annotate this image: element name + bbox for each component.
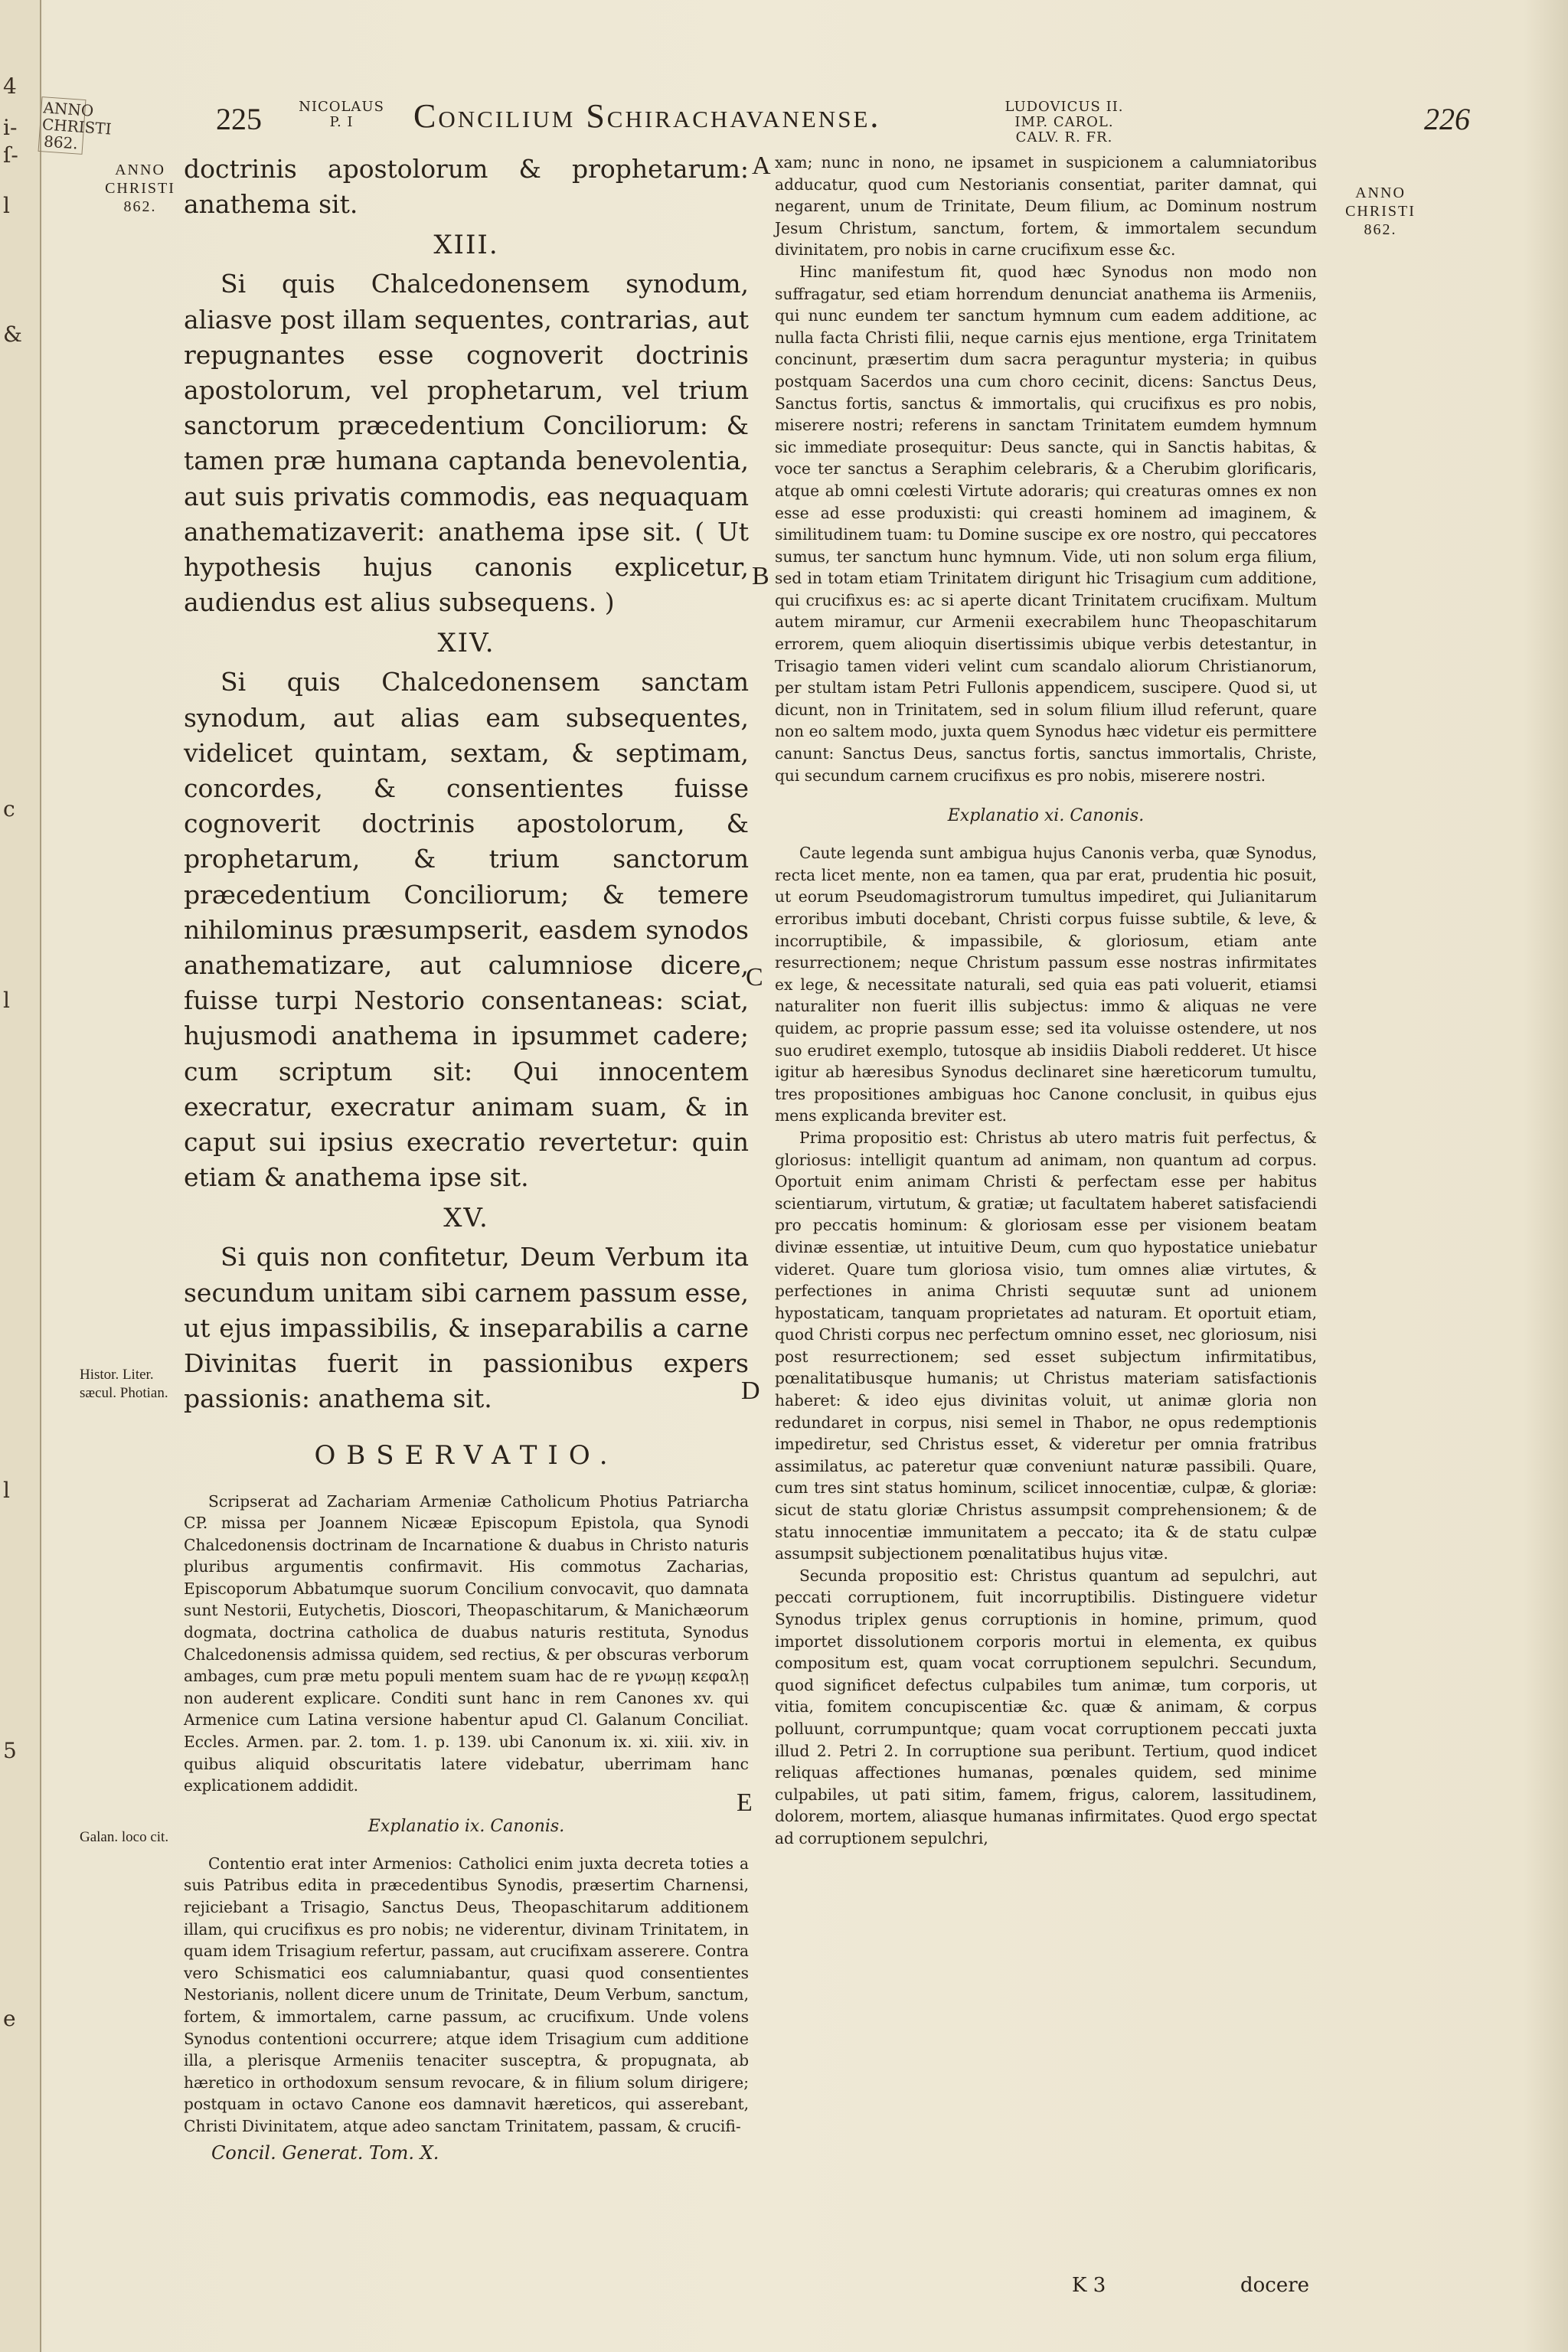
observatio-text: Scripserat ad Zachariam Armeniæ Catholicum Photius Patriarcha CP. missa per Joannem Nicææ Episcopum Epistola, qua Synodi Chalcedonensis doctrinam de Incarnatione & duabus in Christo naturis pluribus argumentis confirmavit. His commotus Zacharias, Episcoporum Abbatumque suorum Concilium convocavit, quo damnata sunt Nestorii, Eutychetis, Dioscori, Theopaschitarum, & Manichæorum dogmata, doctrina catholica de duabus naturis restituta, Synodus Chalcedonensis admissa quidem, sed rectius, & per obscuras verborum ambages, cum præ metu populi mentem suam hac de re γνωμῃ κεφαλῃ non auderent explicare. Conditi sunt hanc in rem Canones xv. qui Armenice cum Latina versione habentur apud Cl. Galanum Conciliat. Eccles. Armen. par. 2. tom. 1. p. 139. ubi Canonum ix. xi. xiii. xiv. in quibus aliquid obscuritatis latere videbatur, uberrimam hanc explicationem addidit. xyxy=(184,1491,749,1795)
commentary-paragraph: Secunda propositio est: Christus quantum ad sepulchri, aut peccati corruptionem, fuit incorruptibilis. Distinguere videtur Synodus triplex genus corruptionis in homine, primum, quod importet dissolutionem corporis mortui in elementa, ex quibus compositum est, quam vocat corruptionem sepulchri. Secundum, quod significet defectus culpabiles tum animæ, tum corporis, ut vitia, fomitem concupiscentiæ &c. quæ & animam, & corpus polluunt, corrumpuntque; quam vocat corruptionem peccati juxta illud 2. Petri 2. In corruptione sua peribunt. Tertium, quod indicet reliquas affectiones humanas, pœnales quidem, sed minime culpabiles, ut pati sitim, famem, frigus, calorem, lassitudinem, dolorem, mortem, aliasque humanas infirmitates. Quod ergo spectat ad corruptionem sepulchri, xyxy=(775,1566,1317,1847)
commentary-paragraph: Caute legenda sunt ambigua hujus Canonis verba, quæ Synodus, recta licet mente, non ea tamen, qua par erat, prudentia hic posuit, ut eorum Pseudomagistrorum tumultus impediret, qui Julianitarum erroribus imbuti docebant, Christi corpus fuisse subtile, & leve, & incorruptibile, & impassibile, & gloriosum, etiam ante resurrectionem; neque Christum passum esse nostras infirmitates ex lege, & necessitate naturali, sed quia eas pati voluerit, etiamsi naturaliter non fuerit illis subjectus: immo & aliquas ne vere quidem, ac proprie passum esse; sed ita voluisse ostendere, ut nos suo erudiret exemplo, tutosque ab insidiis Diaboli redderet. Ut hisce igitur ab hæresibus Synodus declinaret sine hæreticorum tumultu, tres propositiones ambiguas hoc Canone conclusit, in quibus ejus mens explicanda breviter est. xyxy=(775,844,1317,1125)
running-head-left: NICOLAUS P. I xyxy=(299,99,384,130)
anno-christi-right: ANNO CHRISTI 862. xyxy=(1345,185,1416,238)
canon-text: Si quis Chalcedonensem synodum, aliasve post illam sequentes, contrarias, aut repugnantes esse cognoverit doctrinis apostolorum, vel prophetarum, vel trium sanctorum præcedentium Conciliorum: & tamen præ humana captanda benevolentia, aut suis privatis commodis, eas nequaquam anathematizaverit: anathema ipse sit. ( Ut hypothesis hujus canonis explicetur, audiendus est alius subsequens. ) xyxy=(184,269,749,618)
commentary-paragraph: xam; nunc in nono, ne ipsamet in suspicionem a calumniatoribus adducatur, quod cum Nestorianis consentiat, pariter damnat, qui negarent, unum de Trinitate, Deum filium, ac Dominum nostrum Jesum Christum, sanctum, fortem, & immortalem secundum divinitatem, pro nobis in carne crucifixum esse &c. xyxy=(775,153,1317,260)
edge-glyph: 4 xyxy=(3,74,17,99)
canon-number: XV. xyxy=(443,1203,489,1234)
section-marker-a: A xyxy=(752,152,771,180)
canon-number: XIV. xyxy=(437,628,495,659)
edge-glyph: l xyxy=(3,1478,10,1503)
canon-number: XIII. xyxy=(433,230,499,261)
section-marker-d: D xyxy=(741,1377,760,1405)
margin-note-histor: Histor. Liter. sæcul. Photian. xyxy=(80,1367,168,1401)
canon-text: Si quis Chalcedonensem sanctam synodum, aut alias eam subsequentes, videlicet quintam, sextam, & septimam, concordes, & consentientes fuisse cognoverit doctrinis apostolorum, & prophetarum, & trium sanctorum præcedentium Conciliorum; & temere nihilominus præsumpserit, easdem synodos anathematizare, aut calumniose dicere, fuisse turpi Nestorio consentaneas: sciat, hujusmodi anathema in ipsummet cadere; cum scriptum sit: Qui innocentem execratur, execratur animam suam, & in caput sui ipsius execratio revertetur: quin etiam & anathema ipse sit. xyxy=(184,667,749,1193)
edge-glyph: ſ- xyxy=(3,142,18,168)
signature-line xyxy=(1072,2274,1310,2297)
edge-glyph: c xyxy=(3,796,15,822)
page-number-left: 225 xyxy=(216,102,262,136)
explanatio-ix-text: Contentio erat inter Armenios: Catholici enim juxta decreta toties a suis Patribus edita in præcedentibus Synodis, præsertim Charnensi, rejiciebant a Trisagio, Sanctus Deus, Theopaschitarum additionem illam, qui crucifixus es pro nobis; ne viderentur, divinam Trinitatem, in quam idem Trisagium refertur, passam, aut crucifixam asserere. Contra vero Schismatici eos calumniabantur, quasi quod consentientes Nestorianis, nollent dicere unum de Trinitate, Deum Verbum, sanctum, fortem, & immortalem, carne passum, ac crucifixum. Unde volens Synodus contentioni occurrere; atque idem Trisagium cum additione illa, a plerisque Armeniis tenaciter susceptra, & propugnata, ab hæretico in orthodoxum sensum revocare, & in filium solum dirigere; postquam in octavo Canone eos damnavit hæreticos, qui asserebant, Christi Divinitatem, atque adeo sanctam Trinitatem, passam, & crucifi- xyxy=(184,1854,749,2135)
canon-opening xyxy=(184,152,749,222)
canon-text: Si quis non confitetur, Deum Verbum ita secundum unitam sibi carnem passum esse, ut ejus impassibilis, & inseparabilis a carne Divinitas fuerit in passionibus expers passionis: anathema sit. xyxy=(184,1242,749,1414)
running-head-right: LUDOVICUS II. IMP. CAROL. CALV. R. FR. xyxy=(1004,99,1124,145)
explanatio-ix-heading: Explanatio ix. Canonis. xyxy=(368,1816,565,1836)
running-header xyxy=(207,96,1470,158)
canon-opening-text: doctrinis apostolorum & prophetarum: anathema sit. xyxy=(184,154,749,220)
edge-glyph: i- xyxy=(3,115,18,140)
page-number-right: 226 xyxy=(1424,102,1470,136)
commentary-paragraph: Hinc manifestum fit, quod hæc Synodus non modo non suffragatur, sed etiam horrendum denunciat anathema iis Armeniis, qui nunc eundem ter sanctum hymnum cum eadem additione, ac nulla facta Christi filii, neque carnis ejus mentione, erga Trinitatem concinunt, præsertim dum sacra peraguntur mysteria; in quibus postquam Sacerdos una cum choro cecinit, dicens: Sanctus Deus, Sanctus fortis, sanctus & immortalis, qui crucifixus es pro nobis, miserere nostri; referens in sanctam Trinitatem eumdem hymnum sic immediate prosequitur: Deus sancte, qui in Sanctis habitas, & voce ter sanctus a Seraphim celebraris, & a Cherubim glorificaris, atque ab omni cœlesti Virtute adoraris; qui creaturas omnes ex non esse ad esse produxisti: qui creasti hominem ad imaginem, & similitudinem tuam: tu Domine suscipe ex ore nostro, qui peccatores sumus, ter sanctum hunc hymnum. Vide, uti non solum erga filium, sed in totam etiam Trinitatem dirigunt hic Trisagium cum additione, qui crucifixus es: ac si aperte dicant Trinitatem crucifixam. Multum autem miramur, cur Armenii execrabilem hunc Theopaschitarum errorem, quem alioquin disertissimis ubique verbis detestantur, in Trisagio tamen videri velint cum scandalo aliorum Christianorum, per stultam istam Petri Fullonis appendicem, suscipere. Quod si, ut dicunt, non in Trinitatem, sed in solum filium illud referunt, quare non eo saltem modo, juxta quem Synodus hæc videtur eis permittere canunt: Sanctus Deus, sanctus fortis, sanctus immortalis, Christe, qui secundum carnem crucifixus es pro nobis, miserere nostri. xyxy=(775,262,1317,785)
edge-glyph: l xyxy=(3,193,10,218)
edge-glyph: l xyxy=(3,988,10,1013)
edge-glyph: e xyxy=(3,2006,16,2031)
commentary-paragraph: Prima propositio est: Christus ab utero matris fuit perfectus, & gloriosus: intelligit quantum ad animam, non quantum ad corpus. Oportuit enim animam Christi & perfectam esse per habitus scientiarum, virtutum, & gratiæ; ut facultatem haberet satisfaciendi pro peccatis hominum: & gloriosam esse per visionem beatam divinæ essentiæ, ut intuitive Deum, cum quo hypostatice uniebatur videret. Quare tum gloriosa visio, tum omnes aliæ virtutes, & perfectiones in anima Christi sequutæ sunt ad unionem hypostaticam, tanquam proprietates ad naturam. Et oportuit etiam, quod Christi corpus nec perfectum omnino esset, nec gloriosum, nisi post resurrectionem; sed esset subjectum infirmitatibus, pœnalitatibusque humanis; ut Christus materiam satisfactionis haberet: & ideo ejus divinitas voluit, ut animæ gloria non redundaret in corpus, nisi semel in Thabor, ne opus redemptionis impediretur, sed Christus esset, & videretur per omnia fratribus assimilatus, ac pateretur quæ conveniunt naturæ passibili. Quare, cum tres sint status hominum, scilicet innocentiæ, culpæ, & gloriæ: sicut de statu gloriæ Christus assumpsit comprehensionem; & de statu innocentiæ immunitatem a peccato; ita & de statu culpæ assumpsit subjectionem pœnalitatibus hujus vitæ. xyxy=(775,1128,1317,1563)
section-marker-b: B xyxy=(752,562,769,590)
edge-glyph: 5 xyxy=(3,1738,17,1763)
margin-stamp: ANNO CHRISTI 862. xyxy=(38,96,87,155)
observatio-heading: OBSERVATIO. xyxy=(314,1439,619,1471)
left-column xyxy=(184,152,749,2164)
section-marker-c: C xyxy=(746,963,763,991)
anno-christi-left: ANNO CHRISTI 862. xyxy=(105,162,175,215)
catchword: docere xyxy=(1240,2274,1310,2297)
margin-note-galan: Galan. loco cit. xyxy=(80,1829,169,1845)
adjacent-page-edge xyxy=(0,0,41,2352)
signature-mark: K 3 xyxy=(1072,2274,1106,2297)
edge-glyph: & xyxy=(3,322,22,347)
volume-footer: Concil. Generat. Tom. X. xyxy=(211,2141,439,2164)
section-marker-e: E xyxy=(737,1788,753,1817)
explanatio-xi-heading: Explanatio xi. Canonis. xyxy=(947,806,1145,826)
running-title: Concilium Schirachavanense. xyxy=(413,97,881,135)
right-column xyxy=(737,152,1317,1850)
